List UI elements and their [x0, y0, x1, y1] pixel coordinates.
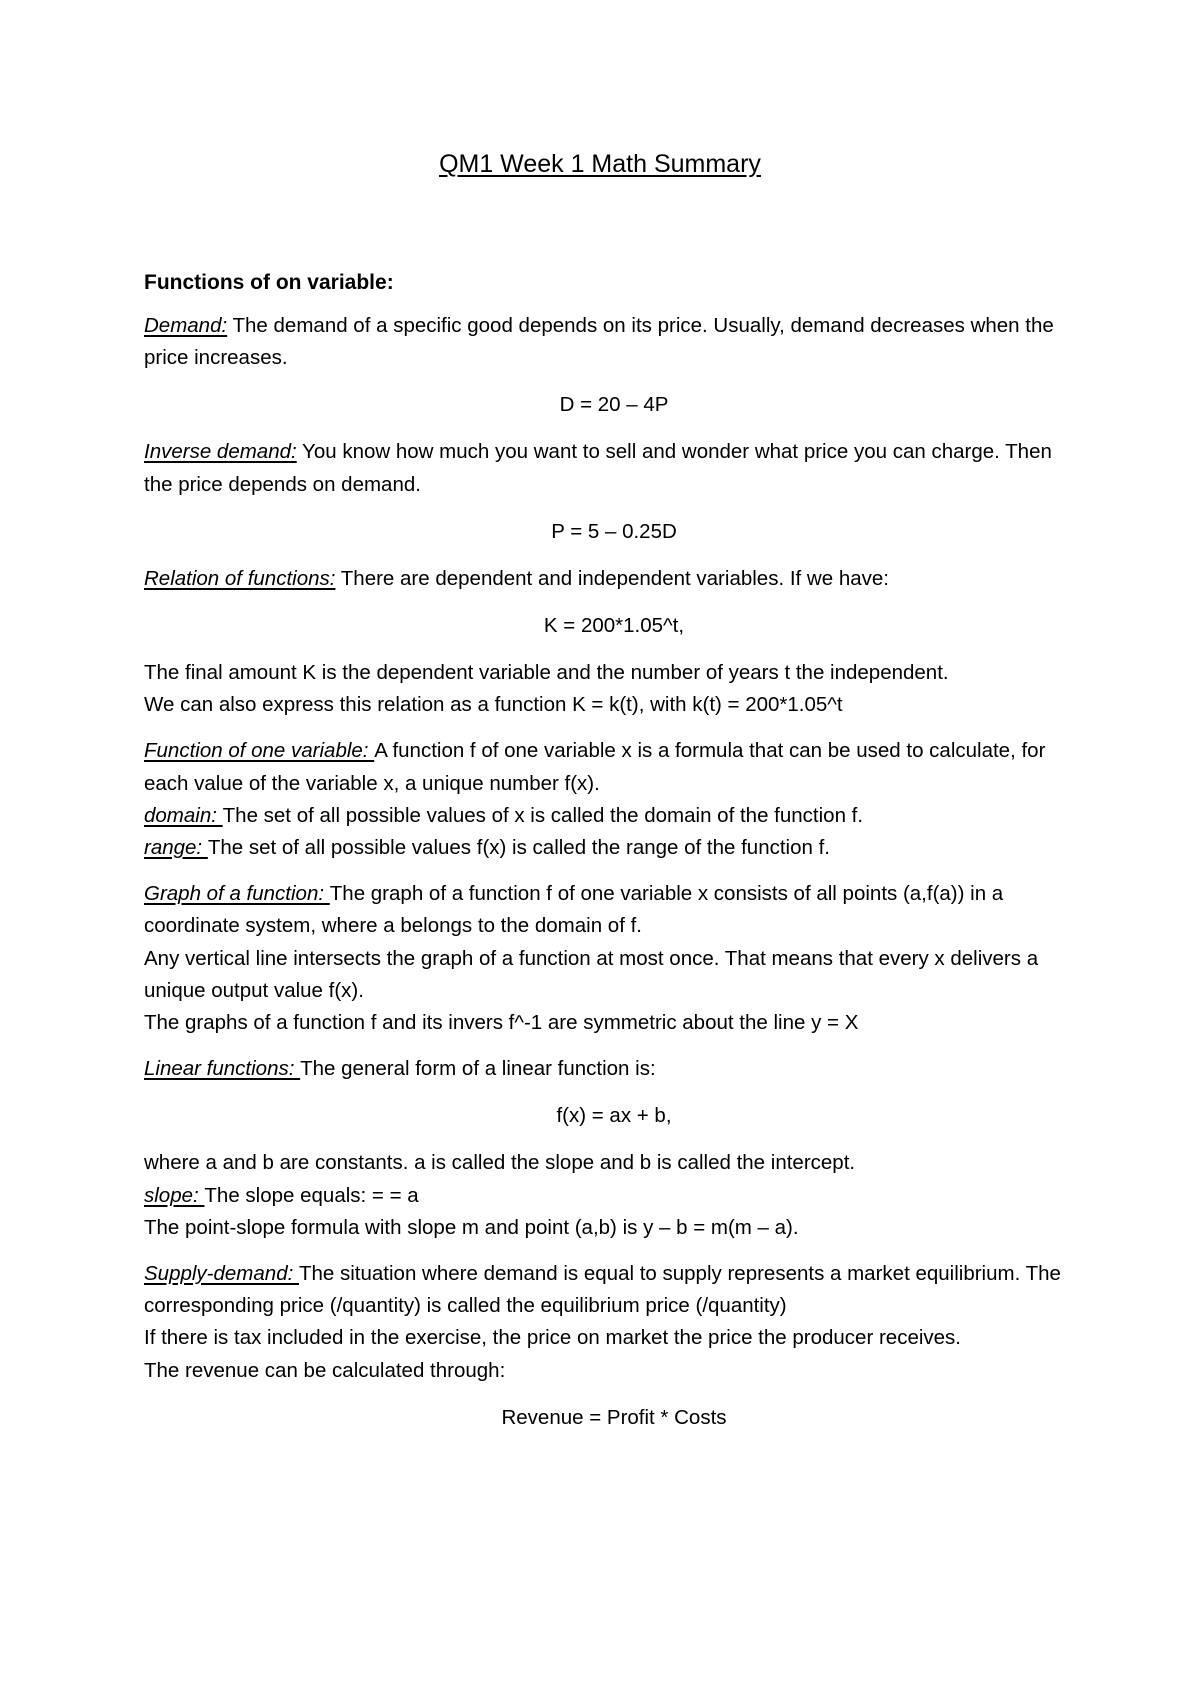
demand-equation: D = 20 – 4P [559, 393, 669, 417]
graph-text: The graph of a function f of one variable x consists of all points (a,f(a)) in a coordinate system, where a belongs to the domain of f. [144, 882, 1004, 938]
inverse-demand-term: Inverse demand: [144, 440, 297, 464]
function-one-variable-paragraph [144, 735, 1084, 864]
graph-term: Graph of a function: [144, 882, 330, 906]
point-slope-line: The point-slope formula with slope m and point (a,b) is y – b = m(m – a). [144, 1215, 799, 1239]
document-body [144, 268, 1084, 1449]
supply-demand-term: Supply-demand: [144, 1262, 299, 1286]
relation-equation: K = 200*1.05^t, [543, 614, 685, 638]
relation-paragraph [144, 563, 1084, 595]
supply-demand-text: The situation where demand is equal to supply represents a market equilibrium. The corresponding price (/quantity) is called the equilibrium price (/quantity) [144, 1262, 1061, 1318]
demand-term: Demand: [144, 314, 228, 337]
linear-paragraph [144, 1053, 1084, 1085]
range-text: The set of all possible values f(x) is called the range of the function f. [207, 836, 830, 860]
inverse-demand-equation: P = 5 – 0.25D [551, 519, 677, 543]
function-one-variable-term: Function of one variable: [144, 739, 375, 763]
supply-demand-line-2: If there is tax included in the exercise, the price on market the price the producer receives. [144, 1326, 961, 1350]
inverse-demand-paragraph [144, 436, 1084, 500]
linear-explanation [144, 1147, 1084, 1244]
inverse-demand-text: You know how much you want to sell and wonder what price you can charge. Then the price depends on demand. [144, 440, 1052, 496]
linear-equation: f(x) = ax + b, [556, 1104, 672, 1128]
linear-line-1: where a and b are constants. a is called the slope and b is called the intercept. [144, 1151, 856, 1175]
relation-text: There are dependent and independent variables. If we have: [335, 566, 889, 590]
linear-text: The general form of a linear function is: [300, 1057, 656, 1081]
relation-term: Relation of functions: [144, 566, 336, 590]
slope-term: slope: [144, 1183, 205, 1207]
graph-line-3: The graphs of a function f and its invers f^-1 are symmetric about the line y = X [144, 1011, 859, 1035]
linear-term: Linear functions: [144, 1057, 301, 1081]
graph-paragraph [144, 878, 1084, 1039]
relation-explanation [144, 657, 1084, 721]
supply-demand-paragraph [144, 1258, 1084, 1387]
domain-term: domain: [144, 803, 223, 827]
demand-text: The demand of a specific good depends on its price. Usually, demand decreases when the price increases. [144, 314, 1054, 370]
page-title: QM1 Week 1 Math Summary [439, 150, 761, 178]
graph-line-2: Any vertical line intersects the graph of a function at most once. That means that every x delivers a unique output value f(x). [144, 946, 1039, 1002]
relation-line-2: We can also express this relation as a function K = k(t), with k(t) = 200*1.05^t [144, 693, 843, 717]
domain-text: The set of all possible values of x is called the domain of the function f. [222, 803, 864, 827]
section-heading: Functions of on variable: [144, 271, 394, 294]
relation-line-1: The final amount K is the dependent variable and the number of years t the independent. [144, 661, 949, 685]
range-term: range: [144, 836, 208, 860]
slope-text: The slope equals: = = a [204, 1183, 419, 1207]
demand-paragraph [144, 310, 1084, 374]
function-one-variable-text: A function f of one variable x is a formula that can be used to calculate, for each value of the variable x, a unique number f(x). [144, 739, 1046, 795]
supply-demand-line-3: The revenue can be calculated through: [144, 1358, 506, 1382]
revenue-equation: Revenue = Profit * Costs [501, 1405, 727, 1429]
